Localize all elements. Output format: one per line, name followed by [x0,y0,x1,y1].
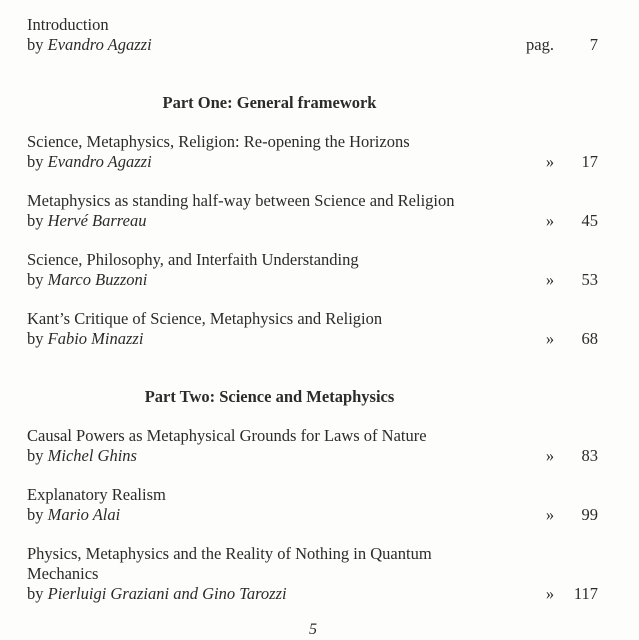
toc-pageref [540,152,598,172]
entry-title: Science, Philosophy, and Interfaith Understanding [27,250,359,269]
entry-author: Michel Ghins [47,446,137,465]
page-number: 7 [589,35,598,54]
by-label: by [27,152,44,171]
entry-byline [27,211,607,231]
toc-pageref [540,584,598,604]
page-number: 45 [581,211,598,230]
entry-title: Physics, Metaphysics and the Reality of Nothing in Quantum Mechanics [27,544,432,583]
page-number: 83 [581,446,598,465]
entry-byline [27,329,607,349]
page-marker: » [545,505,555,524]
page-marker: » [545,584,555,603]
entry-byline [27,152,607,172]
by-label: by [27,211,44,230]
entry-title: Introduction [27,15,109,34]
entry-title: Metaphysics as standing half-way between Science and Religion [27,191,455,210]
page-number: 17 [581,152,598,171]
toc-pageref-introduction [526,35,598,55]
page-number: 117 [573,584,598,603]
by-label: by [27,584,44,603]
by-label: by [27,329,44,348]
entry-byline [27,35,607,55]
entry-author: Hervé Barreau [47,211,147,230]
toc-entry [27,250,607,290]
page-number: 53 [581,270,598,289]
toc-pageref [540,270,598,290]
entry-title: Science, Metaphysics, Religion: Re-opening the Horizons [27,132,410,151]
toc-entry [27,426,607,466]
entry-byline [27,584,607,604]
page-marker: » [545,329,555,348]
page-marker: pag. [526,35,554,54]
by-label: by [27,505,44,524]
entry-byline [27,270,607,290]
entry-byline [27,505,607,525]
entry-byline [27,446,607,466]
toc-pageref [540,446,598,466]
page-marker: » [545,446,555,465]
page-folio-number: 5 [309,621,317,638]
entry-author: Pierluigi Graziani and Gino Tarozzi [47,584,287,603]
page-marker: » [545,270,555,289]
page-number: 99 [581,505,598,524]
by-label: by [27,35,44,54]
entry-title: Causal Powers as Metaphysical Grounds for Laws of Nature [27,426,427,445]
by-label: by [27,446,44,465]
page-marker: » [545,152,555,171]
by-label: by [27,270,44,289]
toc-entry [27,191,607,231]
toc-pageref [540,505,598,525]
part-heading: Part Two: Science and Metaphysics [144,387,395,406]
page-marker: » [545,211,555,230]
toc-entry [27,485,607,525]
entry-author: Evandro Agazzi [47,152,152,171]
part-heading: Part One: General framework [162,93,377,112]
toc-pageref [540,211,598,231]
entry-title: Kant’s Critique of Science, Metaphysics and Religion [27,309,383,328]
page-number: 68 [581,329,598,348]
toc-entry-introduction [27,15,607,55]
entry-title: Explanatory Realism [27,485,166,504]
toc-entry [27,544,607,604]
toc-entry [27,309,607,349]
toc-entry [27,132,607,172]
entry-author: Marco Buzzoni [47,270,148,289]
entry-author: Fabio Minazzi [47,329,144,348]
entry-author: Mario Alai [47,505,121,524]
toc-pageref [540,329,598,349]
entry-author: Evandro Agazzi [47,35,152,54]
